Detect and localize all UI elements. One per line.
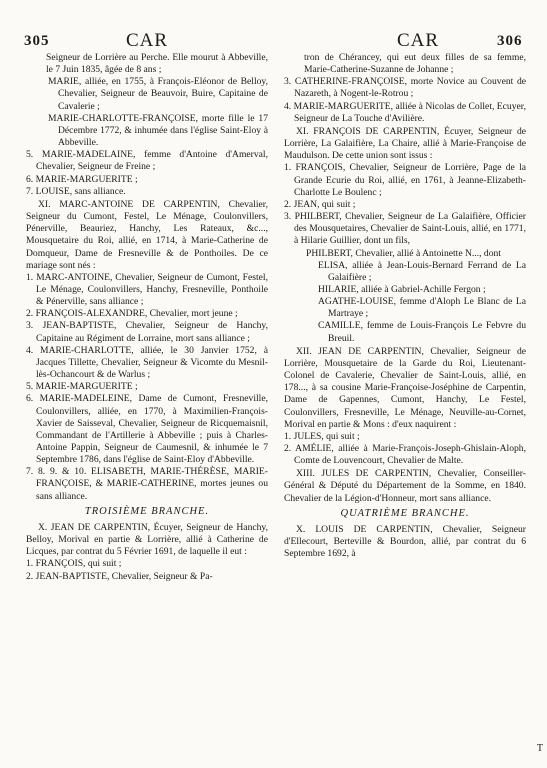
genealogy-paragraph: 1. MARC-ANTOINE, Chevalier, Seigneur de Cumont, Festel, Le Ménage, Coulonvillers, Hanchy, Fresneville, Ponthoile & Pénerville, sans alliance ; [26, 271, 268, 308]
genealogy-paragraph: CAMILLE, femme de Louis-François Le Febvre du Breuil. [318, 320, 526, 344]
genealogy-paragraph: XIII. JULES DE CARPENTIN, Chevalier, Conseiller-Général & Député du Département de la Somme, en 1840. Chevalier de la Légion-d'Honneur, mort sans alliance. [284, 468, 526, 504]
right-text-column [284, 52, 526, 560]
genealogy-paragraph: AGATHE-LOUISE, femme d'Aloph Le Blanc de La Martraye ; [318, 296, 526, 320]
genealogy-paragraph: 6. MARIE-MADELEINE, Dame de Cumont, Fresneville, Coulonvillers, alliée, en 1770, à Maximilien-François-Xavier de Saisseval, Chevalier, Seigneur de Ricquemaisnil, Commandant de l'Artillerie à Abbeville ; puis à Charles-Antoine Pappin, Seigneur de Caumesnil, & inhumée le 7 Septembre 1786, dans l'église de Saint-Eloy d'Abbeville. [26, 393, 268, 466]
genealogy-paragraph: XII. JEAN DE CARPENTIN, Chevalier, Seigneur de Lorrière, Mousquetaire de la Garde du Roi, Lieutenant-Colonel de Cavalerie, Chevalier de Saint-Louis, allié, en 178..., à sa cousine Marie-Françoise-Joséphine de Carpentin, Dame de Gapennes, Cumont, Hanchy, Le Festel, Coulonvillers, Fresneville, Le Ménage, Neuville-au-Cornet, Morival en partie & Mons : d'eux naquirent : [284, 345, 526, 430]
page-number-left: 305 [24, 33, 50, 49]
genealogy-paragraph: 1. FRANÇOIS, Chevalier, Seigneur de Lorrière, Page de la Grande Ecurie du Roi, allié, en 1761, à Jeanne-Elizabeth-Charlotte Le Boulenc ; [284, 162, 526, 198]
branch-heading: QUATRIÈME BRANCHE. [340, 507, 470, 519]
genealogy-paragraph: 2. JEAN, qui suit ; [284, 198, 356, 210]
genealogy-paragraph: X. LOUIS DE CARPENTIN, Chevalier, Seigneur d'Ellecourt, Berteville & Bourdon, allié, par contrat du 6 Septembre 1692, à [284, 523, 526, 560]
genealogy-paragraph: 7. 8. 9. & 10. ELISABETH, MARIE-THÉRÈSE, MARIE-FRANÇOISE, & MARIE-CATHERINE, mortes jeunes ou sans alliance. [26, 466, 268, 502]
genealogy-paragraph: 5. MARIE-MADELAINE, femme d'Antoine d'Amerval, Chevalier, Seigneur de Freine ; [26, 149, 268, 173]
genealogy-paragraph: PHILBERT, Chevalier, allié à Antoinette N..., dont [306, 247, 501, 259]
genealogy-paragraph: 1. JULES, qui suit ; [284, 430, 360, 442]
genealogy-paragraph: 6. MARIE-MARGUERITE ; [26, 173, 138, 185]
genealogy-paragraph: MARIE, alliée, en 1755, à François-Eléonor de Belloy, Chevalier, Seigneur de Beauvoir, Buire, Capitaine de Cavalerie ; [48, 76, 268, 112]
genealogy-paragraph: XI. MARC-ANTOINE DE CARPENTIN, Chevalier, Seigneur du Cumont, Festel, Le Ménage, Coulonvillers, Pénerville, Beauriez, Hanchy, Les Rateaux, &c..., Mousquetaire du Roi, allié, en 1714, à Marie-Catherine de Domqueur, Dame de Fresneville & de Ponthoiles. De ce mariage sont nés : [26, 198, 268, 271]
genealogy-paragraph: X. JEAN DE CARPENTIN, Écuyer, Seigneur de Hanchy, Belloy, Morival en partie & Lorrière, allié à Catherine de Licques, par contrat du 5 Février 1691, de laquelle il eut : [26, 521, 268, 558]
branch-heading: TROISIÈME BRANCHE. [84, 505, 210, 517]
signature-mark: T [536, 743, 543, 754]
genealogy-paragraph: XI. FRANÇOIS DE CARPENTIN, Écuyer, Seigneur de Lorrière, La Galaifière, La Chaire, allié à Marie-Françoise de Maudulson. De cette union sont issus : [284, 125, 526, 162]
page-number-right: 306 [497, 33, 523, 49]
genealogy-paragraph: 2. JEAN-BAPTISTE, Chevalier, Seigneur & Pa- [26, 570, 213, 582]
genealogy-paragraph: Seigneur de Lorrière au Perche. Elle mourut à Abbeville, le 7 Juin 1835, âgée de 8 ans ; [46, 52, 268, 76]
genealogy-paragraph: 1. FRANÇOIS, qui suit ; [26, 558, 122, 570]
genealogy-paragraph: 5. MARIE-MARGUERITE ; [26, 381, 138, 393]
genealogy-paragraph: tron de Chérancey, qui eut deux filles de sa femme, Marie-Catherine-Suzanne de Johanne ; [304, 52, 526, 76]
genealogy-paragraph: ELISA, alliée à Jean-Louis-Bernard Ferrand de La Galaifière ; [318, 259, 526, 283]
left-text-column [26, 52, 268, 583]
genealogy-paragraph: 2. AMÉLIE, alliée à Marie-François-Joseph-Ghislain-Aloph, Comte de Louvencourt, Chevalier de Malte. [284, 443, 526, 467]
genealogy-paragraph: HILARIE, alliée à Gabriel-Achille Fergon ; [318, 283, 486, 295]
genealogy-paragraph: 2. FRANÇOIS-ALEXANDRE, Chevalier, mort jeune ; [26, 308, 238, 320]
running-head-right: CAR [397, 30, 440, 51]
genealogy-paragraph: 3. CATHERINE-FRANÇOISE, morte Novice au Couvent de Nazareth, à Nogent-le-Rotrou ; [284, 76, 526, 100]
running-head-left: CAR [126, 30, 169, 51]
genealogy-paragraph: 3. JEAN-BAPTISTE, Chevalier, Seigneur de Hanchy, Capitaine au Régiment de Lorraine, mort sans alliance ; [26, 320, 268, 344]
genealogy-paragraph: 4. MARIE-CHARLOTTE, alliée, le 30 Janvier 1752, à Jacques Tillette, Chevalier, Seigneur & Vicomte du Mesnil-lès-Ochancourt & de Warlus ; [26, 344, 268, 381]
genealogy-paragraph: MARIE-CHARLOTTE-FRANÇOISE, morte fille le 17 Décembre 1772, & inhumée dans l'église Saint-Eloy à Abbeville. [48, 112, 268, 149]
genealogy-paragraph: 4. MARIE-MARGUERITE, alliée à Nicolas de Collet, Ecuyer, Seigneur de La Touche d'Avilière. [284, 100, 526, 124]
genealogy-paragraph: 7. LOUISE, sans alliance. [26, 185, 126, 197]
genealogy-paragraph: 3. PHILBERT, Chevalier, Seigneur de La Galaifière, Officier des Mousquetaires, Chevalier de Saint-Louis, allié, en 1771, à Hilarie Guillier, dont un fils, [284, 211, 526, 247]
